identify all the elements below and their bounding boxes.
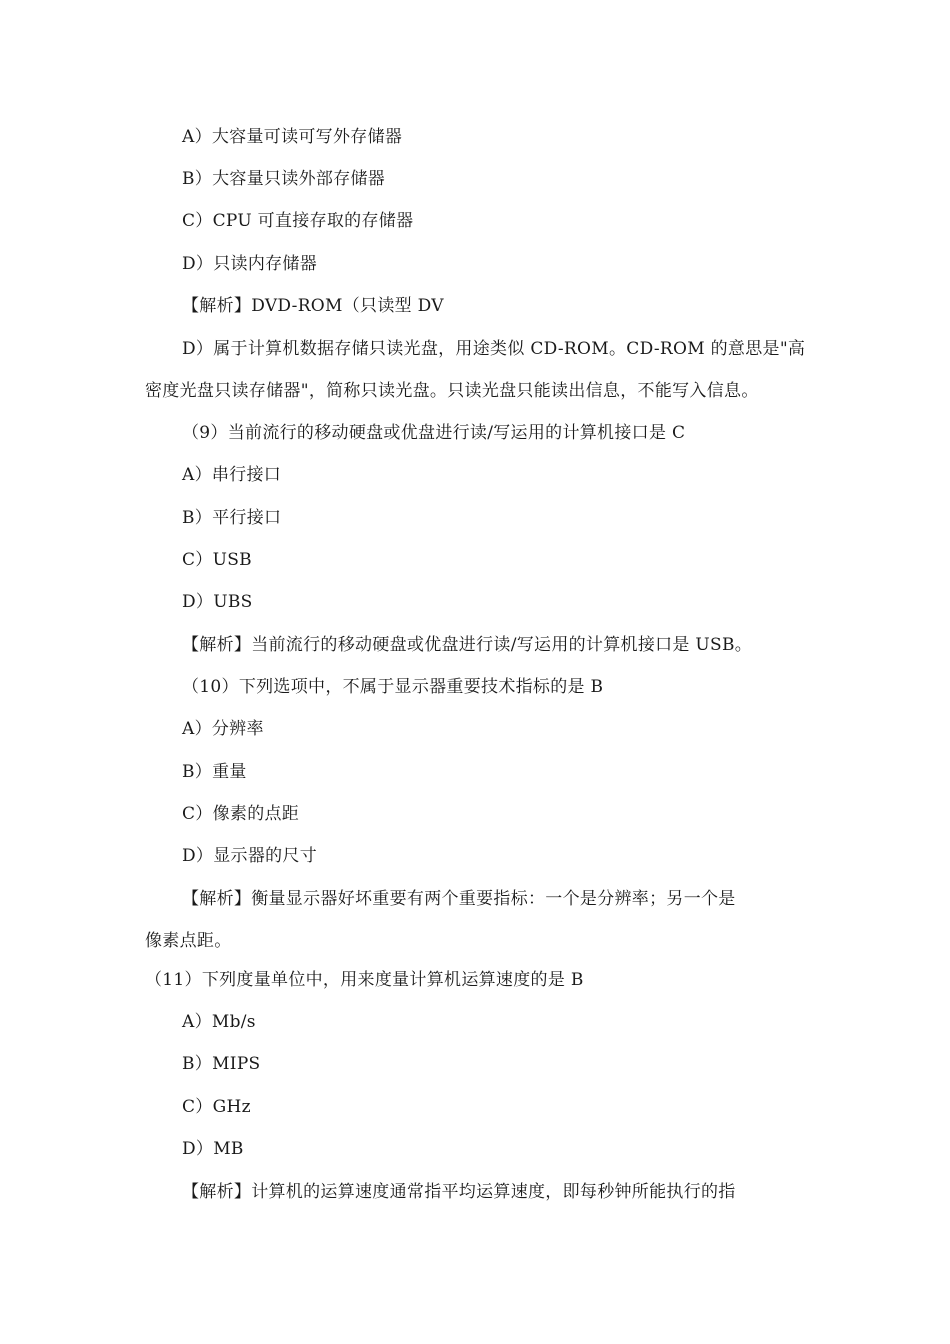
- option-d-q8: D）只读内存储器: [182, 254, 318, 274]
- analysis-q8-line3: 密度光盘只读存储器"，简称只读光盘。只读光盘只能读出信息，不能写入信息。: [145, 381, 759, 401]
- analysis-q9: 【解析】当前流行的移动硬盘或优盘进行读/写运用的计算机接口是 USB。: [182, 635, 753, 655]
- option-d-q10: D）显示器的尺寸: [182, 846, 318, 866]
- option-a-q8: A）大容量可读可写外存储器: [182, 127, 403, 147]
- analysis-q10-line2: 像素点距。: [145, 931, 232, 951]
- option-a-q9: A）串行接口: [182, 465, 282, 485]
- option-d-q11: D）MB: [182, 1139, 244, 1159]
- question-9: （9）当前流行的移动硬盘或优盘进行读/写运用的计算机接口是 C: [182, 423, 686, 443]
- analysis-q8-line1: 【解析】DVD-ROM（只读型 DV: [182, 296, 444, 316]
- option-c-q11: C）GHz: [182, 1097, 251, 1117]
- option-c-q9: C）USB: [182, 550, 252, 570]
- option-b-q11: B）MIPS: [182, 1054, 261, 1074]
- option-d-q9: D）UBS: [182, 592, 253, 612]
- option-b-q10: B）重量: [182, 762, 247, 782]
- option-c-q10: C）像素的点距: [182, 804, 300, 824]
- option-a-q10: A）分辨率: [182, 719, 264, 739]
- question-10: （10）下列选项中，不属于显示器重要技术指标的是 B: [182, 677, 604, 697]
- analysis-q10-line1: 【解析】衡量显示器好坏重要有两个重要指标：一个是分辨率；另一个是: [182, 889, 736, 909]
- analysis-q8-line2: D）属于计算机数据存储只读光盘，用途类似 CD-ROM。CD-ROM 的意思是"高: [182, 339, 806, 359]
- question-11: （11）下列度量单位中，用来度量计算机运算速度的是 B: [145, 970, 584, 990]
- option-b-q9: B）平行接口: [182, 508, 282, 528]
- option-c-q8: C）CPU 可直接存取的存储器: [182, 211, 414, 231]
- analysis-q11-line1: 【解析】计算机的运算速度通常指平均运算速度，即每秒钟所能执行的指: [182, 1182, 736, 1202]
- option-a-q11: A）Mb/s: [182, 1012, 256, 1032]
- option-b-q8: B）大容量只读外部存储器: [182, 169, 386, 189]
